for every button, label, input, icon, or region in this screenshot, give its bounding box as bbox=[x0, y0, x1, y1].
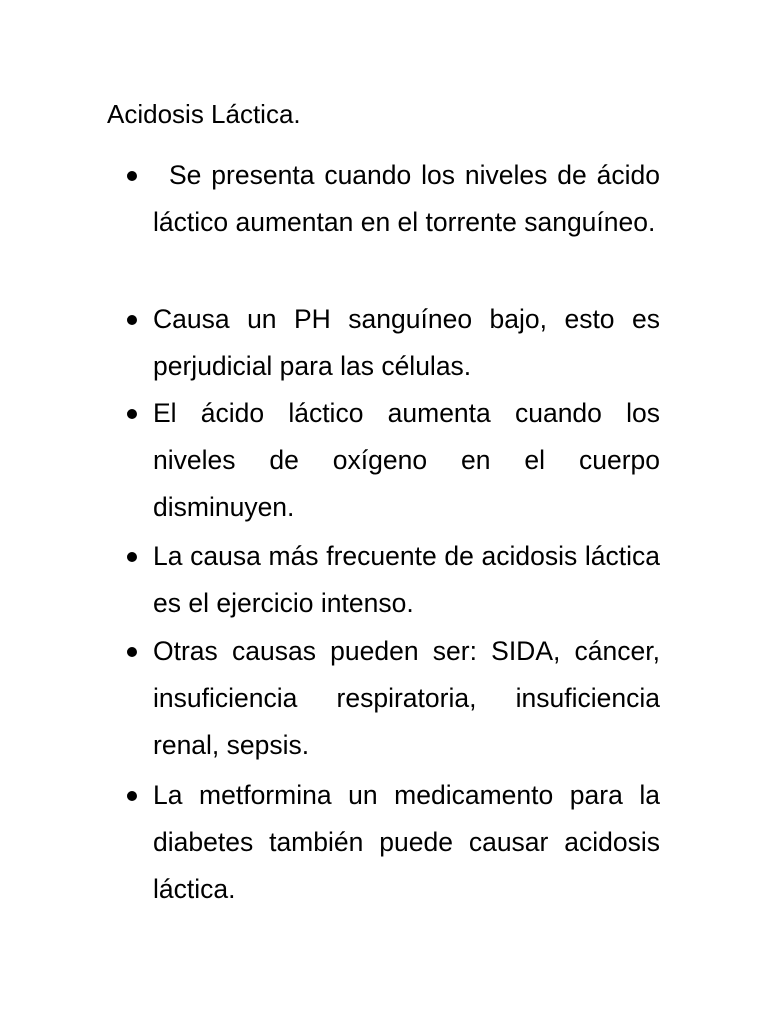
bullet-text: Otras causas pueden ser: SIDA, cáncer, insuficiencia respiratoria, insuficiencia renal, sepsis. bbox=[153, 636, 660, 760]
bullet-text: El ácido láctico aumenta cuando los niveles de oxígeno en el cuerpo disminuyen. bbox=[153, 398, 660, 522]
bullet-text: La metformina un medicamento para la diabetes también puede causar acidosis láctica. bbox=[153, 780, 660, 904]
bullet-icon bbox=[127, 171, 137, 181]
bullet-icon bbox=[127, 647, 137, 657]
bullet-icon bbox=[127, 552, 137, 562]
bullet-icon bbox=[127, 409, 137, 419]
bullet-icon bbox=[127, 315, 137, 325]
document-title: Acidosis Láctica. bbox=[107, 99, 301, 129]
bullet-text: Causa un PH sanguíneo bajo, esto es perjudicial para las células. bbox=[153, 304, 660, 381]
bullet-text: La causa más frecuente de acidosis láctica es el ejercicio intenso. bbox=[153, 541, 660, 618]
bullet-text: Se presenta cuando los niveles de ácido láctico aumentan en el torrente sanguíneo. bbox=[153, 160, 660, 237]
bullet-icon bbox=[127, 791, 137, 801]
